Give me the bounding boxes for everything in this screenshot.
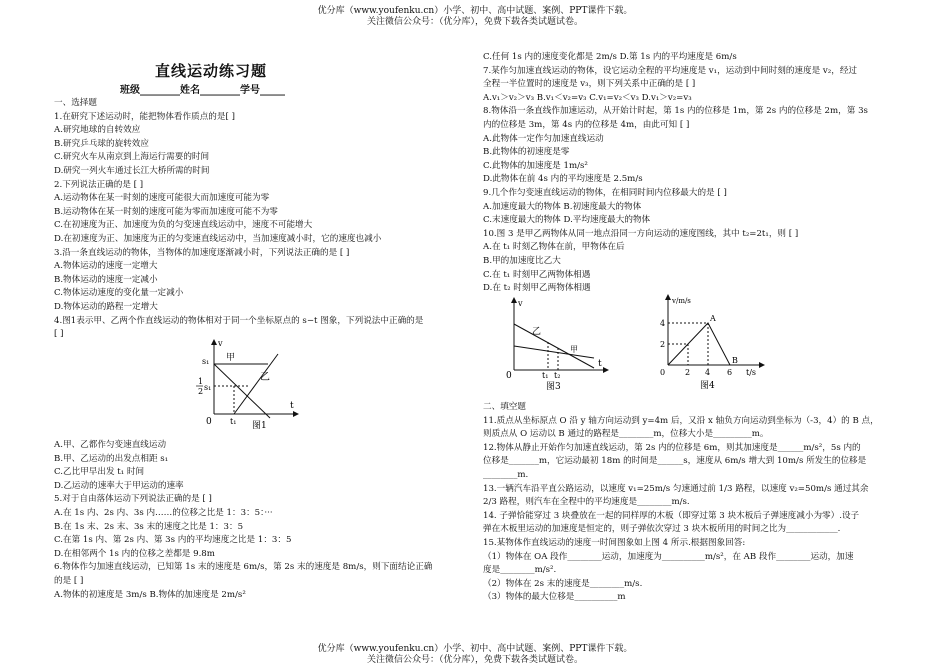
- fig3-yi-label: 乙: [532, 327, 542, 337]
- fig1-caption: 图1: [252, 421, 267, 431]
- fig4-a-label: A: [710, 314, 716, 323]
- left2-line-10: 的是 [ ]: [54, 576, 84, 586]
- right2-line-5: ________m.: [483, 470, 529, 480]
- right-line-4: 8.物体沿一条直线作加速运动，从开始计时起，第 1s 内的位移是 1m，第 2s 内的位移是 2m，第 3s: [483, 106, 868, 117]
- right2-line-8: 14. 子弹恰能穿过 3 块叠放在一起的同样厚的木板（即穿过第 3 块木板后子弹速度减小为零）.设子: [483, 510, 860, 521]
- right2-line-14: （3）物体的最大位移是__________m: [483, 592, 626, 603]
- fig4-origin: 0: [660, 368, 666, 377]
- left-line-0: 一、选择题: [54, 98, 97, 108]
- right2-line-13: （2）物体在 2s 末的速度是________m/s.: [483, 578, 643, 589]
- left2-line-5: A.在 1s 内、2s 内、3s 内……的位移之比是 1：3：5：···: [54, 508, 273, 518]
- fig3-jia-label: 甲: [570, 345, 578, 354]
- left-line-1: 1.在研究下述运动时，能把物体看作质点的是[ ]: [54, 111, 235, 122]
- fig3-t1-label: t₁: [542, 371, 549, 380]
- right2-line-0: 二、填空题: [483, 402, 526, 412]
- left2-line-3: D.乙运动的速率大于甲运动的速率: [54, 480, 184, 491]
- fig4-unit-label: v/m/s: [672, 297, 691, 305]
- fig1-yi-label: 乙: [260, 372, 270, 383]
- right2-line-1: 11.质点从坐标原点 O 沿 y 轴方向运动到 y=4m 后，又沿 x 轴负方向运动到坐标为（-3，4）的 B 点，: [483, 415, 879, 426]
- right2-line-12: 度是________m/s².: [483, 565, 557, 576]
- fig4-y2: 2: [660, 340, 666, 349]
- left2-line-9: 6.物体作匀加速直线运动，已知第 1s 末的速度是 6m/s，第 2s 末的速度是 8m/s，则下面结论正确: [54, 562, 433, 573]
- left-line-5: D.研究一列火车通过长江大桥所需的时间: [54, 166, 210, 176]
- left2-line-0: A.甲、乙都作匀变速直线运动: [54, 440, 167, 450]
- right-line-17: D.在 t₂ 时刻甲乙两物体相遇: [483, 283, 591, 294]
- left2-line-4: 5.对于自由落体运动下列说法正确的是 [ ]: [54, 494, 212, 505]
- right2-line-9: 弹在木板里运动的加速度是恒定的，则子弹依次穿过 3 块木板所用的时间之比为____________.: [483, 524, 841, 535]
- page-footer: [0, 644, 950, 666]
- page-header: [0, 6, 950, 28]
- fig4-t-label: t/s: [746, 368, 757, 377]
- left-line-13: B.物体运动的速度一定减小: [54, 274, 158, 285]
- left2-line-11: A.物体的初速度是 3m/s B.物体的加速度是 2m/s²: [54, 589, 246, 600]
- right-line-13: 10.图 3 是甲乙两物体从同一地点沿同一方向运动的速度图线，其中 t₂=2t₁，则 [ ]: [483, 228, 799, 239]
- right2-line-2: 则质点从 O 运动以 B 通过的路程是________m，位移大小是_________m。: [483, 429, 769, 440]
- right-line-0: C.任何 1s 内的速度变化都是 2m/s D.第 1s 内的平均速度是 6m/s: [483, 52, 737, 62]
- left-line-14: C.物体运动速度的变化量一定减小: [54, 288, 184, 299]
- fig4-x2: 2: [685, 368, 691, 377]
- right2-line-11: （1）物体在 OA 段作________运动，加速度为__________m/s²，在 AB 段作________运动，加速: [483, 551, 854, 562]
- footer-line-2: 关注微信公众号：（优分库），免费下载各类试题试卷。: [366, 655, 583, 665]
- fig1-jia-label: 甲: [226, 353, 236, 363]
- left-line-3: B.研究乒乓球的旋转效应: [54, 138, 149, 149]
- left-line-10: D.在初速度为正、加速度为正的匀变速直线运动中，当加速度减小时，它的速度也减小: [54, 234, 382, 244]
- right2-line-10: 15.某物体作直线运动的速度一时间图象如上图 4 所示.根据图象回答:: [483, 538, 746, 548]
- right-line-10: 9.几个作匀变速直线运动的物体，在相同时间内位移最大的是 [ ]: [483, 188, 727, 198]
- left-line-9: C.在初速度为正、加速度为负的匀变速直线运动中，速度不可能增大: [54, 220, 313, 231]
- right-line-8: C.此物体的加速度是 1m/s²: [483, 160, 588, 171]
- figure-1: [190, 336, 320, 432]
- fig3-origin: 0: [506, 371, 512, 381]
- fig1-t1-label: t₁: [230, 417, 237, 426]
- left-line-8: B.运动物体在某一时刻的速度可能为零而加速度可能不为零: [54, 206, 278, 217]
- figure-3: [500, 296, 612, 392]
- student-info-line: 班级________姓名________学号_____: [120, 85, 285, 96]
- fig1-s1-half-label: s₁: [204, 383, 212, 392]
- right2-line-6: 13.一辆汽车沿平直公路运动，以速度 v₁=25m/s 匀速通过前 1/3 路程，以速度 v₂=50m/s 通过其余: [483, 483, 869, 494]
- left-line-11: 3.沿一条直线运动的物体，当物体的加速度逐渐减小时，下列说法正确的是 [ ]: [54, 247, 350, 258]
- left-line-15: D.物体运动的路程一定增大: [54, 302, 158, 312]
- right-line-5: 内的位移是 3m，第 4s 内的位移是 4m，由此可知 [ ]: [483, 120, 690, 130]
- fig4-caption: 图4: [700, 381, 715, 391]
- left2-line-8: D.在相邻两个 1s 内的位移之差都是 9.8m: [54, 548, 215, 559]
- fig3-line-yi: [514, 324, 594, 368]
- left2-line-6: B.在 1s 末、2s 末、3s 末的速度之比是 1：3：5: [54, 521, 244, 532]
- fig3-caption: 图3: [546, 382, 561, 392]
- header-line-1: 优分库（www.youfenku.cn）小学、初中、高中试题、案例、PPT课件下载。: [317, 6, 633, 16]
- fig4-y4: 4: [660, 319, 666, 328]
- footer-line-1: 优分库（www.youfenku.cn）小学、初中、高中试题、案例、PPT课件下载。: [317, 644, 633, 654]
- figure-4: [652, 293, 768, 393]
- left-line-16: 4.图1表示甲、乙两个作直线运动的物体相对于同一个坐标原点的 s−t 图象，下列说法中正确的是: [54, 315, 424, 326]
- left-line-2: A.研究地球的自转效应: [54, 125, 141, 136]
- right-line-1: 7.某作匀加速直线运动的物体，设它运动全程的平均速度是 v₁，运动到中间时刻的速度是 v₂，经过: [483, 65, 858, 76]
- right-line-9: D.此物体在前 4s 内的平均速度是 2.5m/s: [483, 174, 643, 185]
- right-line-3: A.v₁＞v₂＞v₃ B.v₁＜v₂=v₃ C.v₁=v₂＜v₃ D.v₁＞v₂=v₃: [483, 92, 692, 103]
- left2-line-1: B.甲、乙运动的出发点相距 s₁: [54, 453, 169, 464]
- right2-line-4: 位移是_______m，它运动最初 18m 的时间是______s，速度从 6m/s 增大到 10m/s 所发生的位移是: [483, 456, 867, 467]
- fig4-x4: 4: [705, 368, 711, 377]
- fig4-b-label: B: [732, 356, 738, 365]
- right-line-2: 全程一半位置时的速度是 v₃，则下列关系中正确的是 [ ]: [483, 79, 696, 90]
- fig1-s1-label: s₁: [202, 357, 210, 366]
- document-title: 直线运动练习题: [155, 62, 268, 80]
- right2-line-3: 12.物体从静止开始作匀加速直线运动，第 2s 内的位移是 6m，则其加速度是______m/s²，5s 内的: [483, 442, 861, 453]
- right-line-12: C.末速度最大的物体 D.平均速度最大的物体: [483, 215, 651, 226]
- right-line-14: A.在 t₁ 时刻乙物体在前，甲物体在后: [483, 242, 625, 253]
- fig1-half-den: 2: [198, 387, 204, 396]
- header-line-2: 关注微信公众号：（优分库），免费下载各类试题试卷。: [366, 17, 583, 27]
- left-line-4: C.研究火车从南京到上海运行需要的时间: [54, 152, 210, 163]
- fig3-line-jia: [514, 346, 594, 358]
- fig4-x6: 6: [727, 368, 733, 377]
- right-line-6: A.此物体一定作匀加速直线运动: [483, 133, 604, 144]
- fig1-half-num: 1: [198, 377, 204, 386]
- right-line-7: B.此物体的初速度是零: [483, 147, 570, 158]
- left-line-6: 2.下列说法正确的是 [ ]: [54, 179, 144, 190]
- fig1-origin: 0: [206, 417, 212, 427]
- right2-line-7: 2/3 路程，则汽车在全程中的平均速度是________m/s.: [483, 497, 690, 508]
- right-line-11: A.加速度最大的物体 B.初速度最大的物体: [483, 201, 642, 212]
- left-line-17: [ ]: [54, 329, 64, 340]
- left-line-12: A.物体运动的速度一定增大: [54, 261, 158, 272]
- fig3-v-label: v: [518, 299, 523, 308]
- right-line-16: C.在 t₁ 时刻甲乙两物体相遇: [483, 269, 591, 280]
- fig1-v-label: v: [218, 339, 223, 348]
- fig3-t-label: t: [598, 359, 602, 369]
- fig1-t-label: t: [290, 401, 294, 411]
- right-line-15: B.甲的加速度比乙大: [483, 256, 561, 266]
- left-line-7: A.运动物体在某一时刻的速度可能很大而加速度可能为零: [54, 193, 270, 204]
- left2-line-7: C.在第 1s 内、第 2s 内、第 3s 内的平均速度之比是 1：3：5: [54, 535, 292, 546]
- fig3-t2-label: t₂: [554, 371, 561, 380]
- left2-line-2: C.乙比甲早出发 t₁ 时间: [54, 467, 145, 478]
